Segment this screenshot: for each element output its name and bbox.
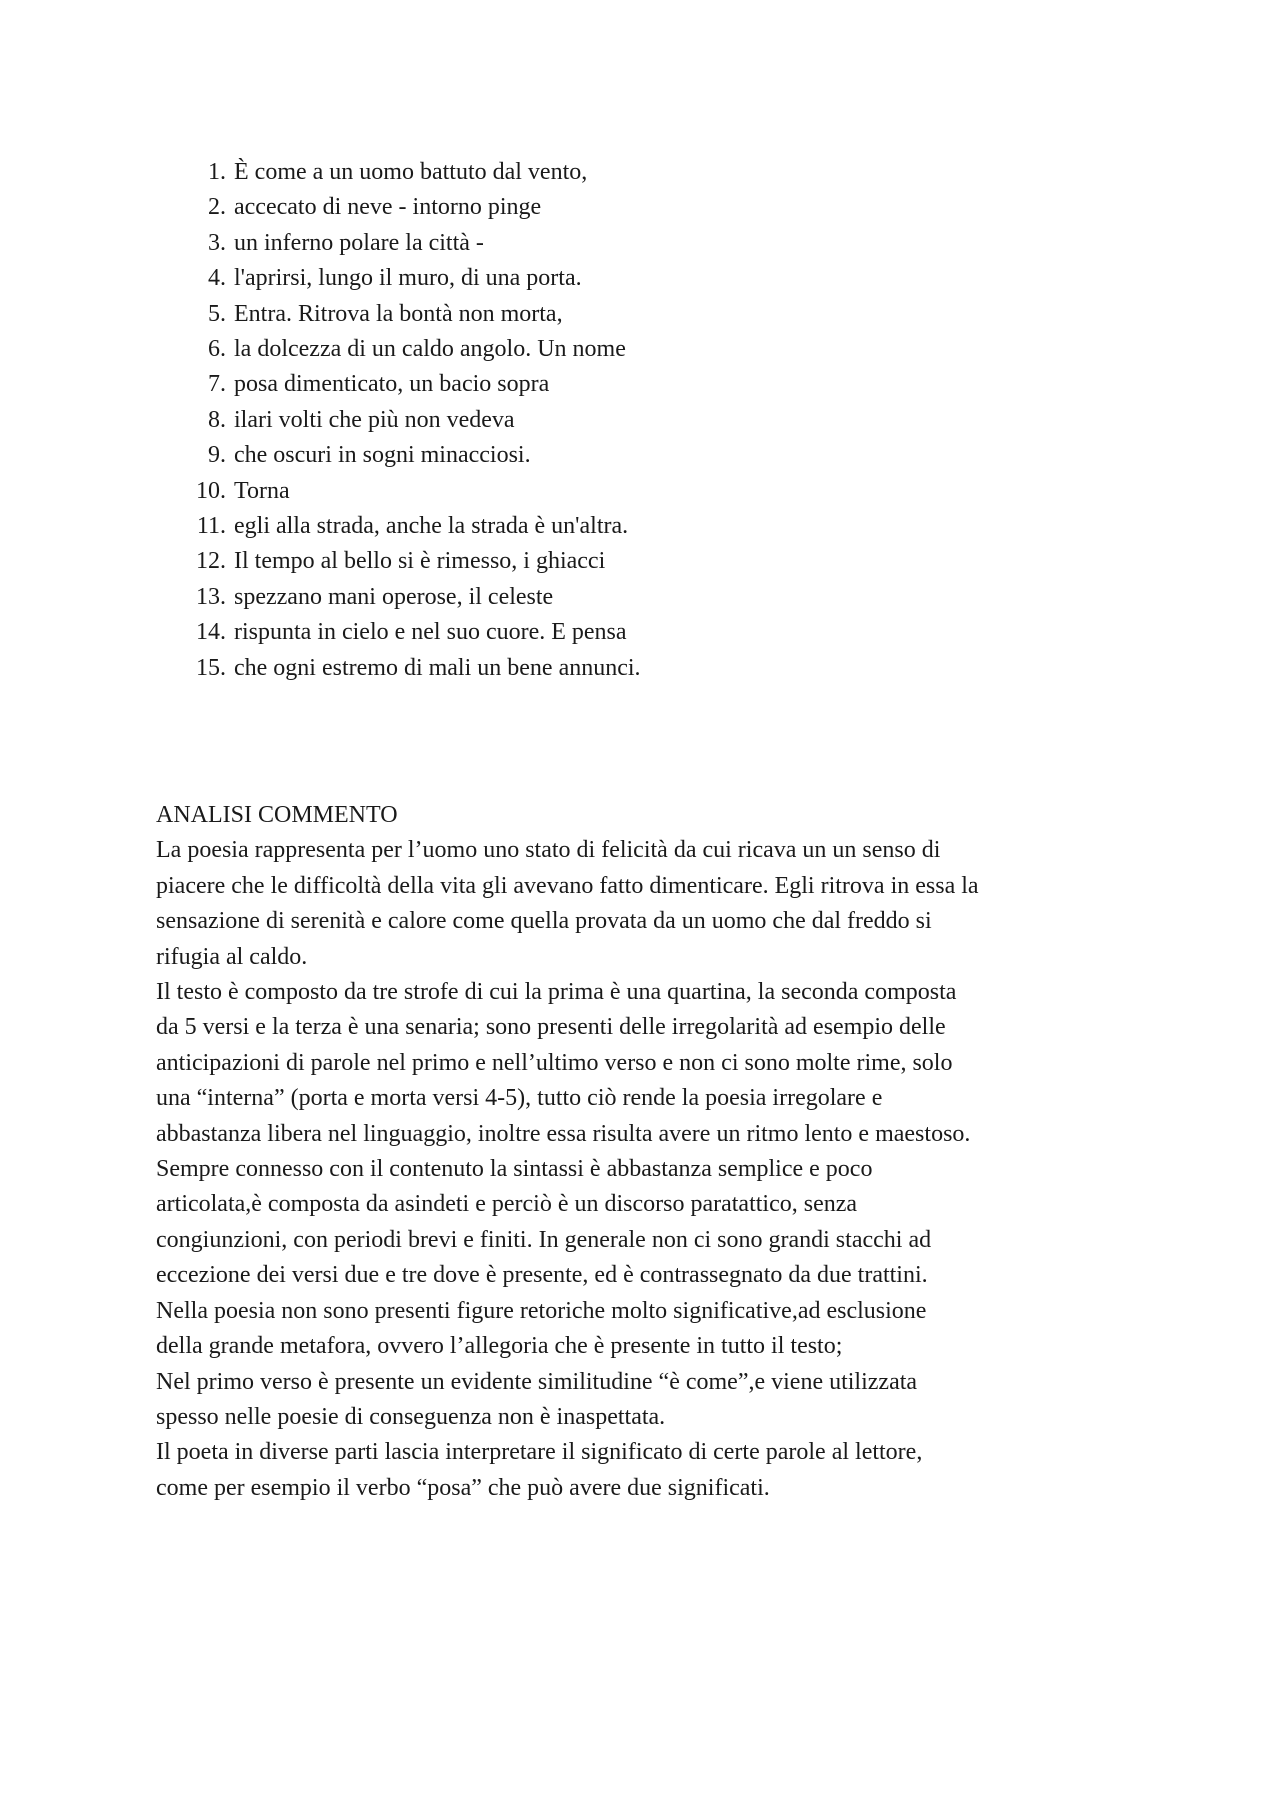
line-number: 2. — [208, 194, 226, 221]
analysis-text-line: Il testo è composto da tre strofe di cui la prima è una quartina, la seconda composta — [156, 979, 957, 1006]
line-number: 3. — [208, 229, 226, 256]
analysis-text-line: da 5 versi e la terza è una senaria; sono presenti delle irregolarità ad esempio delle — [156, 1014, 946, 1041]
line-text: che oscuri in sogni minacciosi. — [234, 442, 531, 469]
poem-line — [190, 155, 641, 190]
poem-line — [190, 332, 641, 367]
analysis-text-line: eccezione dei versi due e tre dove è presente, ed è contrassegnato da due trattini. — [156, 1262, 928, 1289]
line-text: un inferno polare la città - — [234, 229, 484, 256]
poem-line — [190, 297, 641, 332]
line-number: 15. — [196, 654, 226, 681]
line-text: l'aprirsi, lungo il muro, di una porta. — [234, 265, 582, 292]
analysis-text-line: La poesia rappresenta per l’uomo uno stato di felicità da cui ricava un un senso di — [156, 837, 941, 864]
poem-line — [190, 474, 641, 509]
poem-line — [190, 651, 641, 686]
analysis-text-line: articolata,è composta da asindeti e perciò è un discorso paratattico, senza — [156, 1191, 858, 1218]
line-text: Entra. Ritrova la bontà non morta, — [234, 300, 563, 327]
analysis-text-line: Il poeta in diverse parti lascia interpretare il significato di certe parole al lettore, — [156, 1439, 923, 1466]
analysis-text-line: Sempre connesso con il contenuto la sintassi è abbastanza semplice e poco — [156, 1156, 873, 1183]
analysis-text-line: piacere che le difficoltà della vita gli avevano fatto dimenticare. Egli ritrova in essa la — [156, 872, 979, 899]
poem-line — [190, 509, 641, 544]
line-number: 13. — [196, 583, 226, 610]
analysis-text-line: una “interna” (porta e morta versi 4-5), tutto ciò rende la poesia irregolare e — [156, 1085, 883, 1112]
poem-line — [190, 190, 641, 225]
line-number: 1. — [208, 159, 226, 185]
analysis-section — [156, 798, 1146, 1506]
poem-line — [190, 580, 641, 615]
poem-line — [190, 367, 641, 402]
line-number: 9. — [208, 442, 226, 469]
analysis-text-line: sensazione di serenità e calore come quella provata da un uomo che dal freddo si — [156, 908, 932, 935]
line-text: che ogni estremo di mali un bene annunci. — [234, 654, 641, 681]
line-text: la dolcezza di un caldo angolo. Un nome — [234, 336, 626, 363]
line-text: ilari volti che più non vedeva — [234, 406, 515, 433]
poem-line — [190, 261, 641, 296]
line-number: 6. — [208, 336, 226, 363]
poem-line — [190, 403, 641, 438]
analysis-text-line: spesso nelle poesie di conseguenza non è inaspettata. — [156, 1403, 666, 1430]
line-number: 8. — [208, 406, 226, 433]
line-text: Torna — [234, 477, 290, 504]
analysis-heading: ANALISI COMMENTO — [156, 802, 398, 828]
poem-line — [190, 615, 641, 650]
line-number: 5. — [208, 300, 226, 327]
line-text: È come a un uomo battuto dal vento, — [234, 159, 588, 185]
analysis-text-line: Nella poesia non sono presenti figure retoriche molto significative,ad esclusione — [156, 1297, 927, 1324]
analysis-text-line: rifugia al caldo. — [156, 943, 308, 970]
poem-line — [190, 544, 641, 579]
poem-line — [190, 226, 641, 261]
line-text: rispunta in cielo e nel suo cuore. E pensa — [234, 619, 627, 646]
analysis-text-line: Nel primo verso è presente un evidente similitudine “è come”,e viene utilizzata — [156, 1368, 918, 1395]
analysis-text-line: come per esempio il verbo “posa” che può avere due significati. — [156, 1474, 770, 1501]
line-text: accecato di neve - intorno pinge — [234, 194, 542, 221]
analysis-text-line: anticipazioni di parole nel primo e nell’ultimo verso e non ci sono molte rime, solo — [156, 1049, 953, 1076]
analysis-text-line: abbastanza libera nel linguaggio, inoltre essa risulta avere un ritmo lento e maestoso. — [156, 1120, 971, 1147]
line-number: 4. — [208, 265, 226, 292]
poem-line — [190, 438, 641, 473]
line-number: 7. — [208, 371, 226, 398]
line-text: spezzano mani operose, il celeste — [234, 583, 554, 610]
poem-list — [190, 155, 641, 686]
line-number: 12. — [196, 548, 226, 575]
line-text: posa dimenticato, un bacio sopra — [234, 371, 550, 398]
line-number: 11. — [196, 513, 226, 540]
line-text: egli alla strada, anche la strada è un'altra. — [234, 513, 629, 540]
line-text: Il tempo al bello si è rimesso, i ghiacci — [234, 548, 606, 575]
analysis-text-line: della grande metafora, ovvero l’allegoria che è presente in tutto il testo; — [156, 1333, 843, 1360]
line-number: 14. — [196, 619, 226, 646]
analysis-text-line: congiunzioni, con periodi brevi e finiti. In generale non ci sono grandi stacchi ad — [156, 1226, 932, 1253]
line-number: 10. — [196, 477, 226, 504]
